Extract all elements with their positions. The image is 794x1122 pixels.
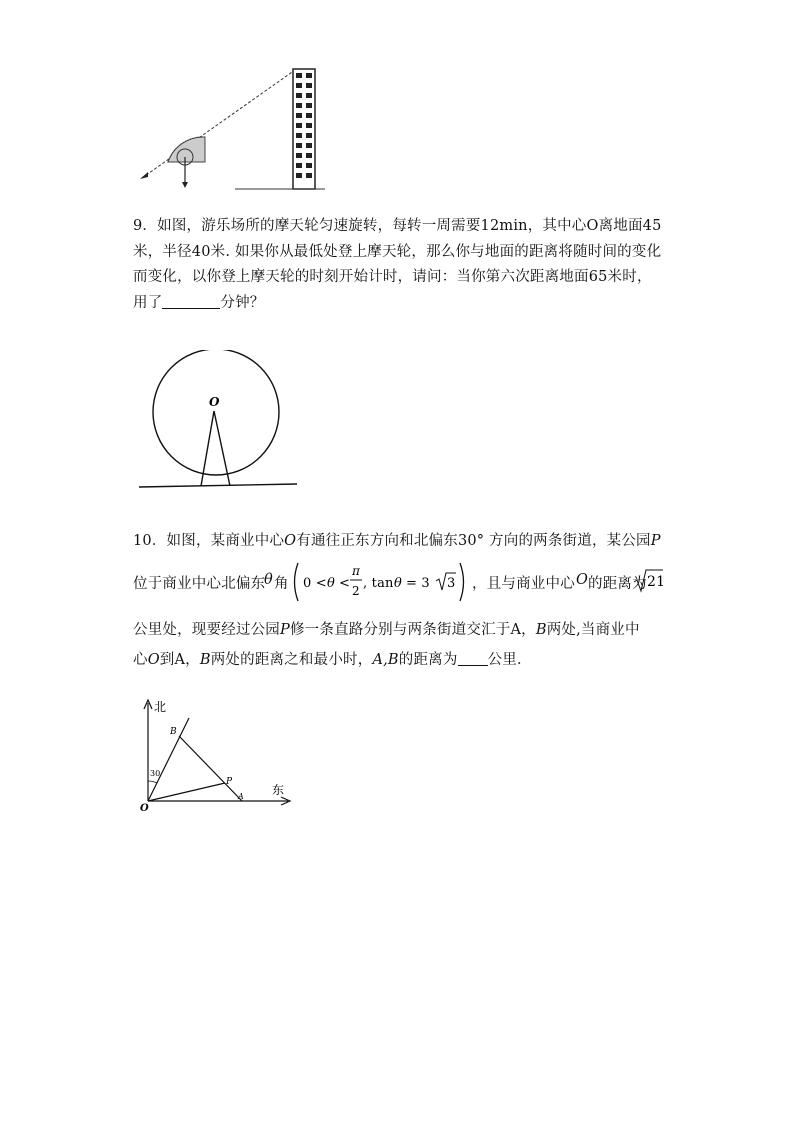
q9-line-1: 9．如图，游乐场所的摩天轮匀速旋转，每转一周需要12min，其中心O离地面45 xyxy=(133,218,662,234)
point-A-label: A xyxy=(238,792,244,801)
svg-text:θ: θ xyxy=(394,576,403,591)
ferris-wheel-figure xyxy=(135,350,305,495)
answer-blank xyxy=(162,294,220,309)
building-sighting-figure xyxy=(130,62,330,197)
q9-line-4-prefix: 用了 xyxy=(133,294,163,311)
svg-text:21: 21 xyxy=(647,574,665,590)
sqrt-21 xyxy=(633,566,665,594)
street-30 xyxy=(148,718,189,801)
svg-text:π: π xyxy=(352,564,361,578)
svg-text:<: < xyxy=(339,576,351,591)
q10-line-2: 位于商业中心北偏东 θ 角 0 < θ < π 2 , tan θ = 3 3 ，且与商业中心 O 的距离为 21 xyxy=(133,560,693,604)
q10-line-1: 10．如图，某商业中心O有通往正东方向和北偏东30° 方向的两条街道，某公园P xyxy=(133,533,661,549)
q9-line-2: 米，半径40米. 如果你从最低处登上摩天轮，那么你与地面的距离将随时间的变化 xyxy=(133,243,662,260)
wheel-circle xyxy=(153,350,279,475)
svg-text:= 3: = 3 xyxy=(406,576,430,591)
svg-text:, tan: , tan xyxy=(363,576,394,591)
point-B-label: B xyxy=(170,727,177,737)
question-9 xyxy=(133,214,673,316)
q10-line-4: 心O到A，B两处的距离之和最小时，A,B的距离为 公里． xyxy=(133,652,532,668)
north-label: 北 xyxy=(154,700,167,714)
svg-text:θ: θ xyxy=(327,576,336,591)
answer-blank-10 xyxy=(458,651,488,666)
q10-line-3: 公里处，现要经过公园P修一条直路分别与两条街道交汇于A，B两处,当商业中 xyxy=(133,622,640,638)
svg-text:3: 3 xyxy=(447,576,456,591)
q9-line-3: 而变化，以你登上摩天轮的时刻开始计时，请问：当你第六次距离地面65米时， xyxy=(133,269,652,285)
condition-formula xyxy=(290,560,468,604)
point-P-label: P xyxy=(226,777,233,787)
ground-line xyxy=(139,484,297,487)
q9-line-4-suffix: 分钟？ xyxy=(220,294,265,311)
svg-text:2: 2 xyxy=(352,584,360,598)
east-label: 东 xyxy=(272,783,285,797)
svg-text:0 <: 0 < xyxy=(303,576,327,591)
segment-OP xyxy=(148,783,225,801)
q9-line-4 xyxy=(133,291,673,317)
center-label: O xyxy=(209,395,220,409)
angle-label: 30 xyxy=(150,769,161,778)
street-figure xyxy=(132,695,302,820)
point-O-label: O xyxy=(140,803,149,814)
